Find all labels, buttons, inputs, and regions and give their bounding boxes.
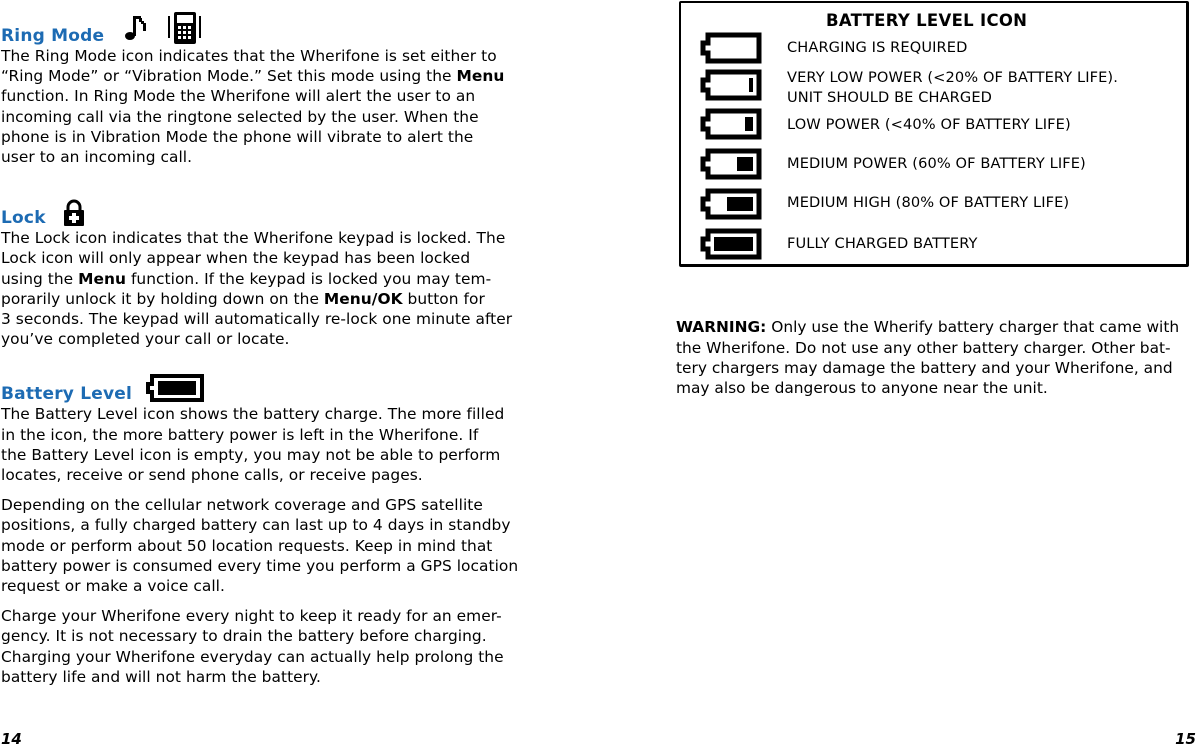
lock-icon <box>61 198 87 228</box>
battery-row-label: MEDIUM HIGH (80% OF BATTERY LIFE) <box>787 194 1070 211</box>
battery-row <box>699 145 763 187</box>
lock-heading: Lock <box>1 208 46 229</box>
lock-text: The Lock icon indicates that the Wherifone keypad is locked. The Lock icon will only appear when the keypad has been locked using the Menu function. If the keypad is locked you may tem- porarily unlock it by holding down on the Menu/OK button for 3 seconds. The keypad will automatically re-lock one minute after you’ve completed your call or locate. <box>1 229 513 349</box>
battery-level-heading: Battery Level <box>1 384 132 405</box>
music-note-icon <box>119 14 153 44</box>
page-number-left: 14 <box>1 730 22 748</box>
battery-level-p1: The Battery Level icon shows the battery charge. The more filled in the icon, the more battery power is left in the Wherifone. If the Battery Level icon is empty, you may not be able to perform locates, receive or send phone calls, or receive pages. <box>1 405 505 485</box>
battery-row-label: FULLY CHARGED BATTERY <box>787 235 978 252</box>
battery-row-label: CHARGING IS REQUIRED <box>787 39 968 56</box>
battery-row <box>699 29 763 71</box>
battery-level-p3: Charge your Wherifone every night to keep it ready for an emer- gency. It is not necessary to drain the battery before charging. Charging your Wherifone everyday can actually help prolong the battery life and will not harm the battery. <box>1 607 504 686</box>
lock-header <box>1 194 526 228</box>
battery-row <box>699 105 763 147</box>
ring-mode-heading: Ring Mode <box>1 26 105 46</box>
warning-text: WARNING: Only use the Wherify battery charger that came with the Wherifone. Do not use any other battery charger. Other bat- tery chargers may damage the battery and your Wherifone, and may also be dangerous to anyone near the unit. <box>676 318 1180 397</box>
battery-full-icon <box>699 225 763 263</box>
battery-empty-icon <box>699 29 763 67</box>
battery-row <box>699 66 763 108</box>
battery-level-table <box>679 1 1189 267</box>
battery-level-p2: Depending on the cellular network coverage and GPS satellite positions, a fully charged battery can last up to 4 days in standby mode or perform about 50 location requests. Keep in mind that battery power is consumed every time you perform a GPS location request or make a voice call. <box>1 496 519 596</box>
battery-very-low-icon <box>699 66 763 104</box>
battery-row <box>699 225 763 267</box>
page-number-right: 15 <box>1175 730 1196 748</box>
warning-label: WARNING: <box>676 318 767 337</box>
battery-row-label: VERY LOW POWER (<20% OF BATTERY LIFE). UNIT SHOULD BE CHARGED <box>787 69 1118 106</box>
battery-medium-icon <box>699 145 763 183</box>
left-page <box>1 10 526 687</box>
battery-low-icon <box>699 105 763 143</box>
ring-mode-text: The Ring Mode icon indicates that the Wherifone is set either to “Ring Mode” or “Vibration Mode.” Set this mode using the Menu function. In Ring Mode the Wherifone will alert the user to an incoming call via the ringtone selected by the user. When the phone is in Vibration Mode the phone will vibrate to alert the user to an incoming call. <box>1 47 505 167</box>
battery-row-label: MEDIUM POWER (60% OF BATTERY LIFE) <box>787 155 1086 172</box>
vibrate-icon <box>166 10 204 46</box>
battery-medium-high-icon <box>699 185 763 223</box>
battery-table-title: BATTERY LEVEL ICON <box>826 11 1028 30</box>
battery-level-header <box>1 370 526 404</box>
battery-full-icon <box>146 372 206 404</box>
battery-row-label: LOW POWER (<40% OF BATTERY LIFE) <box>787 116 1071 133</box>
battery-row <box>699 185 763 227</box>
ring-mode-header <box>1 10 526 46</box>
